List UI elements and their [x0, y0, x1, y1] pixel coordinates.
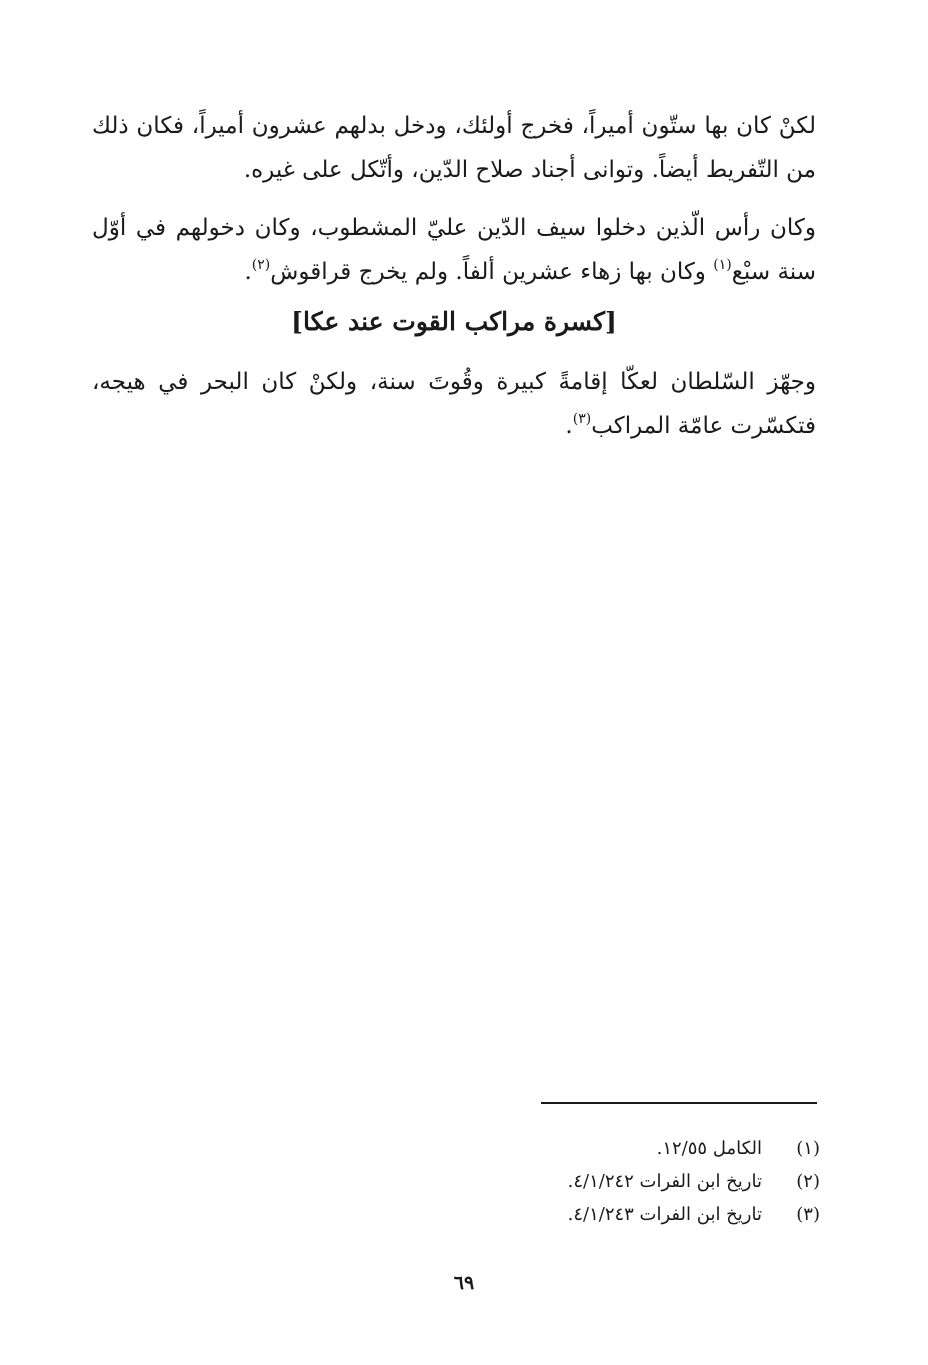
footnote-text: تاريخ ابن الفرات ٤/١/٢٤٢. [567, 1171, 762, 1192]
paragraph-3-text-a: وجهّز السّلطان لعكّا إقامةً كبيرة وقُوتَ سنة، ولكنْ كان البحر في هيجه، فتكسّرت عامّة المراكب [92, 369, 816, 439]
footnote-divider [541, 1102, 817, 1104]
paragraph-1-text: لكنْ كان بها ستّون أميراً، فخرج أولئك، ودخل بدلهم عشرون أميراً، فكان ذلك من التّفريط أيضاً. وتوانى أجناد صلاح الدّين، وأتّكل على غيره. [92, 113, 816, 183]
footnote-item [92, 1132, 820, 1165]
footnote-text: الكامل ١٢/٥٥. [656, 1138, 762, 1159]
paragraph-2-text-a: وكان رأس الّذين دخلوا سيف الدّين عليّ المشطوب، وكان دخولهم في أوّل سنة سبْع [92, 215, 816, 285]
footnote-ref-2[interactable]: (٢) [251, 257, 271, 273]
footnote-number: (٢) [796, 1171, 820, 1192]
footnote-item [92, 1198, 820, 1231]
page-number: ٦٩ [453, 1272, 475, 1294]
paragraph-1 [92, 104, 816, 192]
footnotes-list [92, 1132, 820, 1231]
footnote-ref-3[interactable]: (٣) [572, 411, 592, 427]
paragraph-2 [92, 206, 816, 294]
footnote-ref-1[interactable]: (١) [713, 257, 732, 273]
footnote-number: (١) [796, 1138, 820, 1159]
footnote-text: تاريخ ابن الفرات ٤/١/٢٤٣. [567, 1204, 762, 1225]
paragraph-3-text-b: . [565, 413, 573, 439]
section-heading: [كسرة مراكب القوت عند عكا] [291, 307, 617, 336]
footnote-number: (٣) [796, 1204, 820, 1225]
paragraph-2-text-c: . [244, 259, 252, 285]
paragraph-3 [92, 360, 816, 448]
paragraph-2-text-b: وكان بها زهاء عشرين ألفاً. ولم يخرج قراقوش [270, 259, 714, 285]
footnote-item [92, 1165, 820, 1198]
